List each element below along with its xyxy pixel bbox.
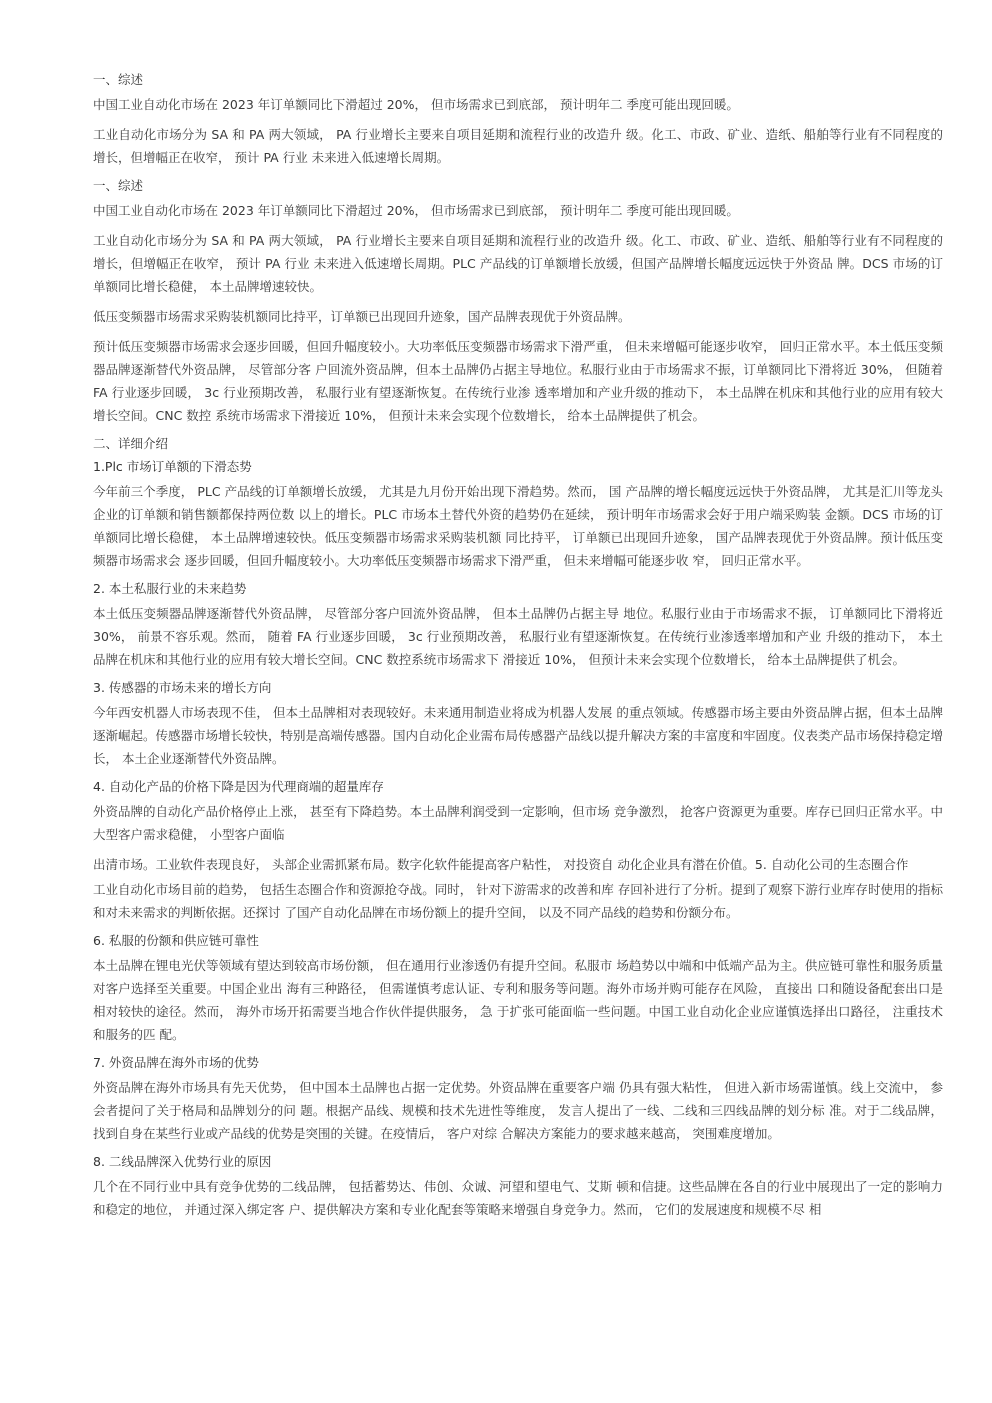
section-heading-overview: 一、综述 — [93, 72, 144, 87]
item-4-body: 外资品牌的自动化产品价格停止上涨， 甚至有下降趋势。本土品牌利润受到一定影响，但市场 竞争激烈， 抢客户资源更为重要。库存已回归正常水平。中大型客户需求稳健， 小型客户面临 — [93, 804, 943, 842]
document-page — [93, 70, 943, 1228]
item-2-heading: 2. 本土私服行业的未来趋势 — [93, 581, 247, 596]
item-8-heading: 8. 二线品牌深入优势行业的原因 — [93, 1154, 272, 1169]
item-6-body: 本土品牌在锂电光伏等领域有望达到较高市场份额， 但在通用行业渗透仍有提升空间。私服市 场趋势以中端和中低端产品为主。供应链可靠性和服务质量对客户选择至关重要。中国企业出 海有三种路径， 但需谨慎考虑认证、专利和服务等问题。海外市场并购可能存在风险， 直接出 口和随设备配套出口是相对较快的途径。然而， 海外市场开拓需要当地合作伙伴提供服务， 急 于扩张可能面临一些问题。中国工业自动化企业应谨慎选择出口路径， 注重技术和服务的匹 配。 — [93, 958, 943, 1042]
item-5-body: 工业自动化市场目前的趋势， 包括生态圈合作和资源抢夺战。同时， 针对下游需求的改善和库 存回补进行了分析。提到了观察下游行业库存时使用的指标和对未来需求的判断依据。还探讨 了国产自动化品牌在市场份额上的提升空间， 以及不同产品线的趋势和份额分布。 — [93, 882, 943, 920]
item-4-body-continued: 出清市场。工业软件表现良好， 头部企业需抓紧布局。数字化软件能提高客户粘性， 对投资自 动化企业具有潜在价值。5. 自动化公司的生态圈合作 — [93, 857, 909, 872]
item-7-heading: 7. 外资品牌在海外市场的优势 — [93, 1055, 259, 1070]
item-2-body: 本土低压变频器品牌逐渐替代外资品牌， 尽管部分客户回流外资品牌， 但本土品牌仍占据主导 地位。私服行业由于市场需求不振， 订单额同比下滑将近 30%， 前景不容乐观。然而， 随着 FA 行业逐步回暖， 3c 行业预期改善， 私服行业有望逐渐恢复。在传统行业渗透率增加和产业 升级的推动下， 本土品牌在机床和其他行业的应用有较大增长空间。CNC 数控系统市场需求下 滑接近 10%， 但预计未来会实现个位数增长， 给本土品牌提供了机会。 — [93, 606, 943, 667]
item-3-heading: 3. 传感器的市场未来的增长方向 — [93, 680, 272, 695]
item-7-body: 外资品牌在海外市场具有先天优势， 但中国本土品牌也占据一定优势。外资品牌在重要客户端 仍具有强大粘性， 但进入新市场需谨慎。线上交流中， 参会者提问了关于格局和品牌划分的问 题。根据产品线、规模和技术先进性等维度， 发言人提出了一线、二线和三四线品牌的划分标 准。对于二线品牌， 找到自身在某些行业或产品线的优势是突围的关键。在疫情后， 客户对综 合解决方案能力的要求越来越高， 突围难度增加。 — [93, 1080, 943, 1141]
item-1-heading: 1.Plc 市场订单额的下滑态势 — [93, 459, 252, 474]
item-1-body: 今年前三个季度， PLC 产品线的订单额增长放缓， 尤其是九月份开始出现下滑趋势。然而， 国 产品牌的增长幅度远远快于外资品牌， 尤其是汇川等龙头企业的订单额和销售额都保持两位数 以上的增长。PLC 市场本土替代外资的趋势仍在延续， 预计明年市场需求会好于用户端采购装 金额。DCS 市场的订单额同比增长稳健， 本土品牌增速较快。低压变频器市场需求采购装机额 同比持平， 订单额已出现回升迹象， 国产品牌表现优于外资品牌。预计低压变频器市场需求会 逐步回暖，但回升幅度较小。大功率低压变频器市场需求下滑严重， 但未来增幅可能逐步收 窄， 回归正常水平。 — [93, 484, 943, 568]
overview-repeat-paragraph-1: 中国工业自动化市场在 2023 年订单额同比下滑超过 20%， 但市场需求已到底部， 预计明年二 季度可能出现回暖。 — [93, 203, 739, 218]
item-6-heading: 6. 私服的份额和供应链可靠性 — [93, 933, 259, 948]
overview-repeat-paragraph-2: 工业自动化市场分为 SA 和 PA 两大领域， PA 行业增长主要来自项目延期和流程行业的改造升 级。化工、市政、矿业、造纸、船舶等行业有不同程度的增长，但增幅正在收窄， 预计 PA 行业 未来进入低速增长周期。PLC 产品线的订单额增长放缓，但国产品牌增长幅度远远快于外资品 牌。DCS 市场的订单额同比增长稳健， 本土品牌增速较快。 — [93, 233, 943, 294]
overview-paragraph-2: 工业自动化市场分为 SA 和 PA 两大领域， PA 行业增长主要来自项目延期和流程行业的改造升 级。化工、市政、矿业、造纸、船舶等行业有不同程度的增长，但增幅正在收窄， 预计 PA 行业 未来进入低速增长周期。 — [93, 127, 943, 165]
section-heading-overview-repeat: 一、综述 — [93, 178, 144, 193]
overview-repeat-paragraph-3: 低压变频器市场需求采购装机额同比持平，订单额已出现回升迹象，国产品牌表现优于外资品牌。 — [93, 309, 631, 324]
section-heading-details: 二、详细介绍 — [93, 436, 169, 451]
item-4-heading: 4. 自动化产品的价格下降是因为代理商端的超量库存 — [93, 779, 384, 794]
overview-repeat-paragraph-4: 预计低压变频器市场需求会逐步回暖，但回升幅度较小。大功率低压变频器市场需求下滑严重， 但未来增幅可能逐步收窄， 回归正常水平。本土低压变频器品牌逐渐替代外资品牌， 尽管部分客 户回流外资品牌，但本土品牌仍占据主导地位。私服行业由于市场需求不振，订单额同比下滑将近 30%， 但随着 FA 行业逐步回暖， 3c 行业预期改善， 私服行业有望逐渐恢复。在传统行业渗 透率增加和产业升级的推动下， 本土品牌在机床和其他行业的应用有较大增长空间。CNC 数控 系统市场需求下滑接近 10%， 但预计未来会实现个位数增长， 给本土品牌提供了机会。 — [93, 339, 943, 423]
item-8-body: 几个在不同行业中具有竞争优势的二线品牌， 包括蓄势达、伟创、众诚、河望和望电气、艾斯 顿和信捷。这些品牌在各自的行业中展现出了一定的影响力和稳定的地位， 并通过深入绑定客 户、提供解决方案和专业化配套等策略来增强自身竞争力。然而， 它们的发展速度和规模不尽 相 — [93, 1179, 943, 1217]
item-3-body: 今年西安机器人市场表现不佳， 但本土品牌相对表现较好。未来通用制造业将成为机器人发展 的重点领域。传感器市场主要由外资品牌占据，但本土品牌逐渐崛起。传感器市场增长较快，特别是高端传感器。国内自动化企业需布局传感器产品线以提升解决方案的丰富度和牢固度。仪表类产品市场保持稳定增长， 本土企业逐渐替代外资品牌。 — [93, 705, 944, 766]
overview-paragraph-1: 中国工业自动化市场在 2023 年订单额同比下滑超过 20%， 但市场需求已到底部， 预计明年二 季度可能出现回暖。 — [93, 97, 739, 112]
